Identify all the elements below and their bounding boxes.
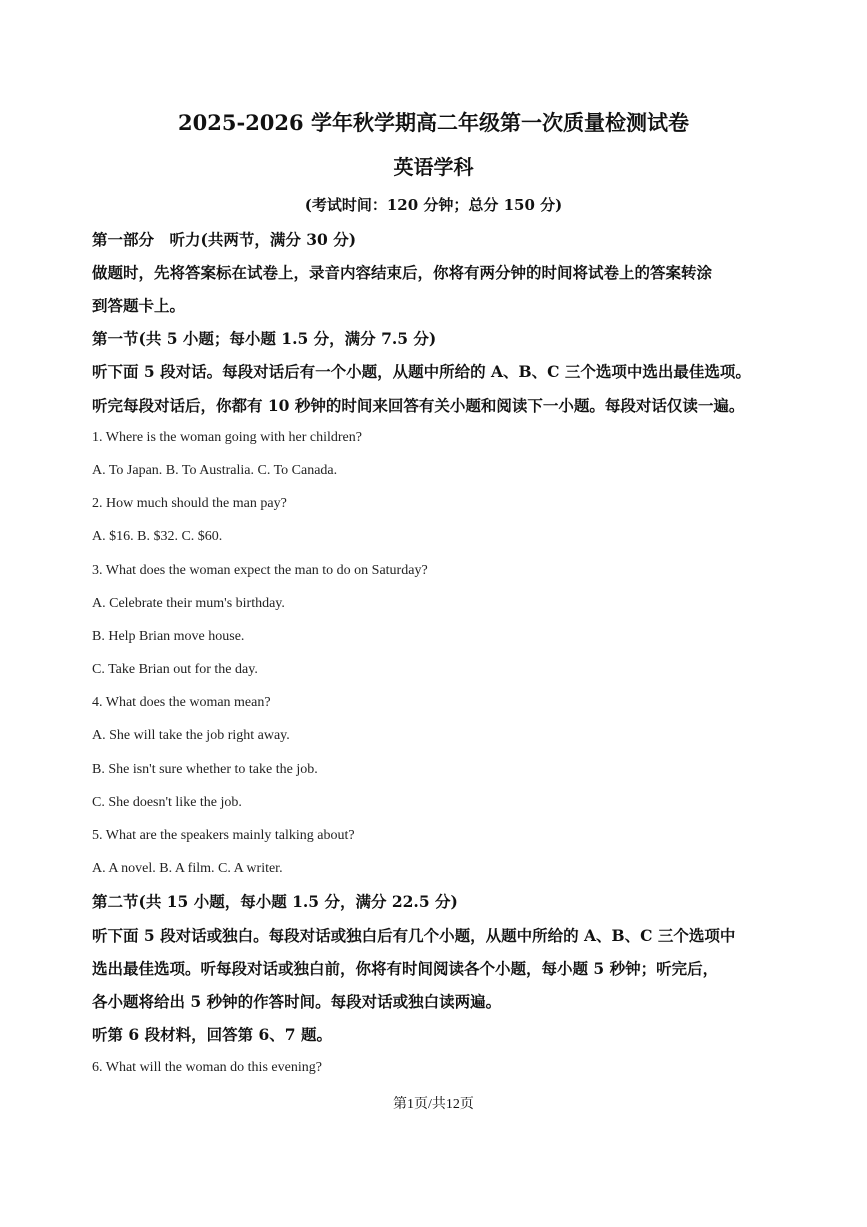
- part1-instruction-line: 到答题卡上。: [92, 296, 186, 315]
- question-option: C. Take Brian out for the day.: [92, 662, 258, 677]
- question-options: A. A novel. B. A film. C. A writer.: [92, 861, 283, 876]
- section1-instruction-line: 听完每段对话后，你都有 10 秒钟的时间来回答有关小题和阅读下一小题。每段对话仅读一遍。: [92, 396, 745, 415]
- exam-time-info: (考试时间：120 分钟；总分 150 分): [304, 196, 563, 214]
- question-item: 4. What does the woman mean?: [92, 695, 271, 710]
- question-item: 1. Where is the woman going with her children?: [92, 430, 362, 445]
- question-item: 6. What will the woman do this evening?: [92, 1060, 322, 1075]
- exam-title: 2025-2026 学年秋学期高二年级第一次质量检测试卷: [178, 110, 689, 135]
- page-number: 第1页/共12页: [393, 1097, 474, 1112]
- question-option: A. Celebrate their mum's birthday.: [92, 596, 285, 611]
- part1-heading: 第一部分 听力(共两节，满分 30 分): [92, 230, 357, 249]
- subject-title: 英语学科: [393, 155, 474, 179]
- section2-instruction-line: 选出最佳选项。听每段对话或独白前，你将有时间阅读各个小题，每小题 5 秒钟；听完后，: [92, 959, 719, 978]
- part1-instruction-line: 做题时，先将答案标在试卷上，录音内容结束后，你将有两分钟的时间将试卷上的答案转涂: [92, 263, 713, 282]
- question-option: C. She doesn't like the job.: [92, 795, 242, 810]
- question-item: 5. What are the speakers mainly talking about?: [92, 828, 355, 843]
- section2-instruction-line: 听下面 5 段对话或独白。每段对话或独白后有几个小题，从题中所给的 A、B、C 三个选项中: [92, 926, 736, 945]
- question-option: A. She will take the job right away.: [92, 728, 290, 743]
- material-heading: 听第 6 段材料，回答第 6、7 题。: [92, 1025, 332, 1044]
- question-option: B. She isn't sure whether to take the job.: [92, 762, 318, 777]
- section2-instruction-line: 各小题将给出 5 秒钟的作答时间。每段对话或独白读两遍。: [92, 992, 502, 1011]
- question-options: A. To Japan. B. To Australia. C. To Canada.: [92, 463, 338, 478]
- question-option: B. Help Brian move house.: [92, 629, 245, 644]
- question-item: 2. How much should the man pay?: [92, 496, 287, 511]
- section1-instruction-line: 听下面 5 段对话。每段对话后有一个小题，从题中所给的 A、B、C 三个选项中选出最佳选项。: [92, 362, 751, 381]
- question-item: 3. What does the woman expect the man to do on Saturday?: [92, 563, 428, 578]
- question-options: A. $16. B. $32. C. $60.: [92, 529, 223, 544]
- section1-heading: 第一节(共 5 小题；每小题 1.5 分，满分 7.5 分): [92, 329, 437, 348]
- section2-heading: 第二节(共 15 小题，每小题 1.5 分，满分 22.5 分): [92, 892, 458, 911]
